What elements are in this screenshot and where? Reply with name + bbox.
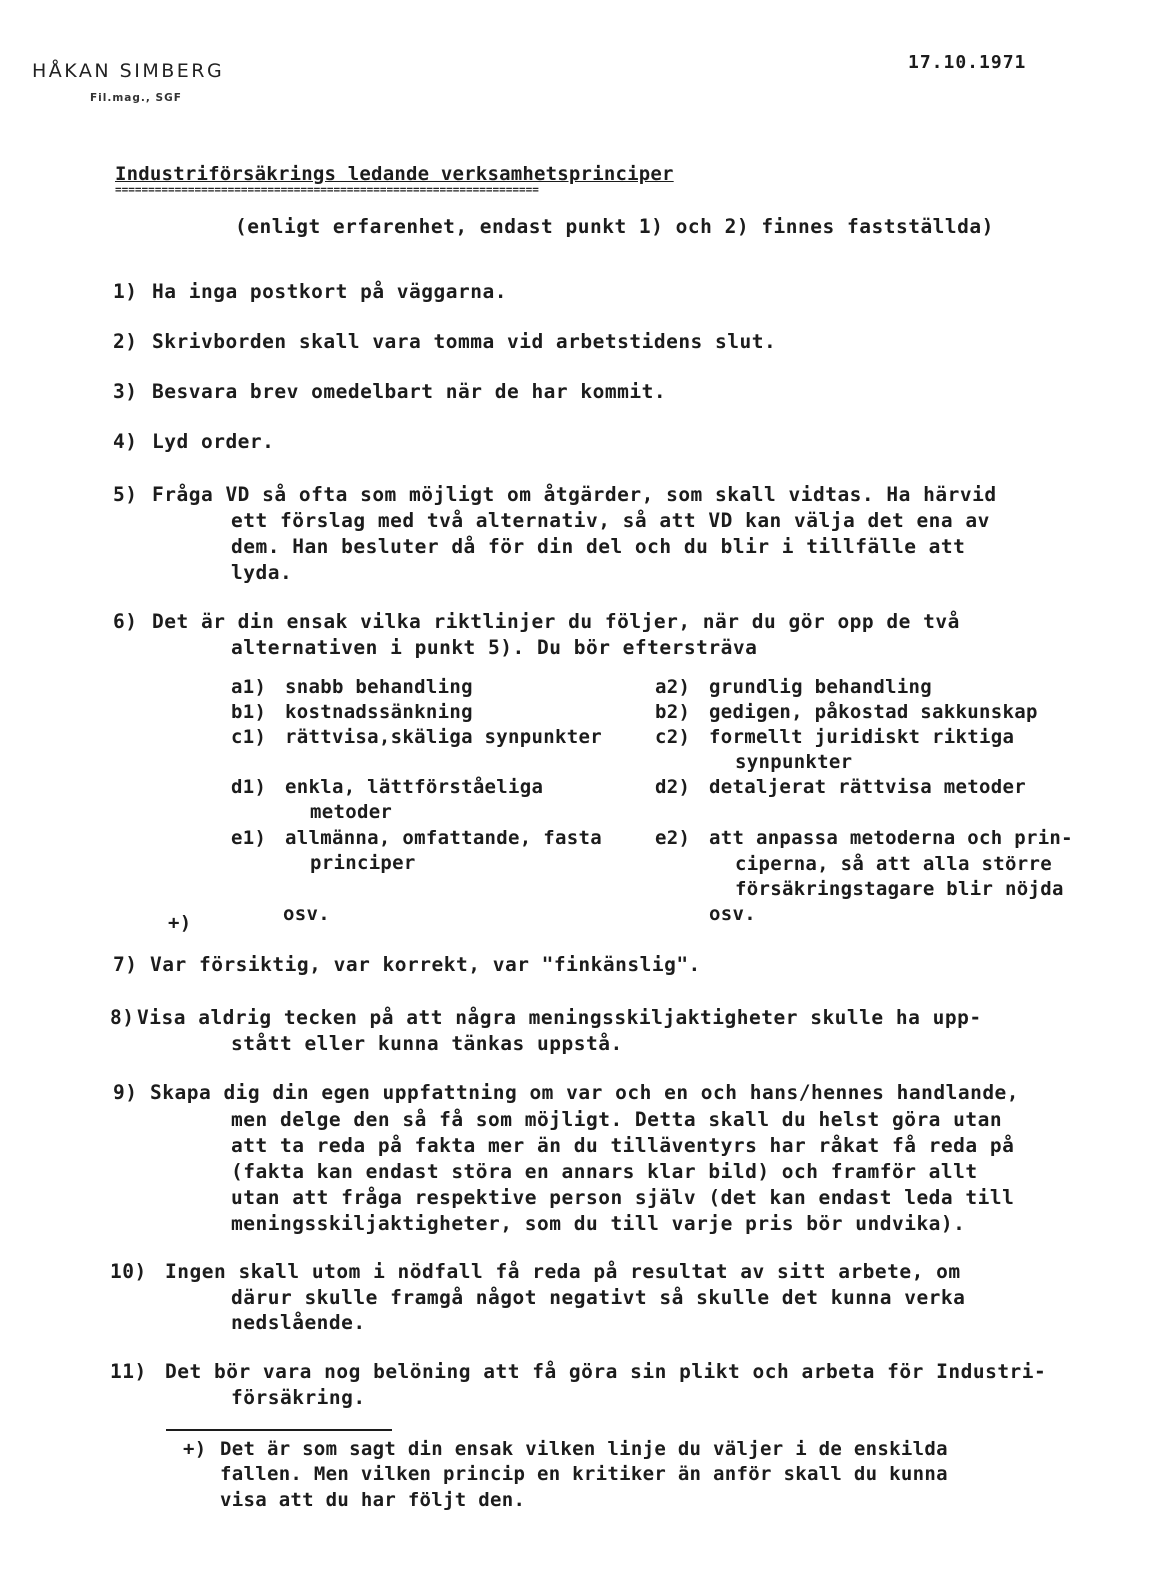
alt-text: grundlig behandling (709, 676, 933, 698)
item-number: 1) (113, 280, 138, 303)
alt-label: c1) (231, 726, 267, 748)
alt-text: formellt juridiskt riktiga (709, 726, 1015, 748)
item-text: ett förslag med två alternativ, så att VD kan välja det ena av (231, 509, 990, 532)
item-text: Visa aldrig tecken på att några meningsskiljaktigheter skulle ha upp- (137, 1006, 982, 1029)
item-text: Ha inga postkort på väggarna. (152, 280, 507, 303)
alt-label: e2) (655, 827, 691, 849)
item-text: meningsskiljaktigheter, som du till varje pris bör undvika). (231, 1212, 966, 1235)
footnote-separator (166, 1429, 392, 1431)
footnote-marker: +) (183, 1438, 207, 1460)
item-text: därur skulle framgå något negativt så skulle det kunna verka (231, 1286, 966, 1309)
alt-label: b1) (231, 701, 267, 723)
document-title: Industriförsäkrings ledande verksamhetsprinciper (115, 163, 674, 185)
alt-label: a2) (655, 676, 691, 698)
alt-text: allmänna, omfattande, fasta (285, 827, 602, 849)
footnote-text: visa att du har följt den. (220, 1489, 526, 1511)
author-credentials: Fil.mag., SGF (90, 92, 182, 104)
item-text: men delge den så få som möjligt. Detta skall du helst göra utan (231, 1108, 1003, 1131)
item-number: 2) (113, 330, 138, 353)
alt-label: c2) (655, 726, 691, 748)
alt-text: att anpassa metoderna och prin- (709, 827, 1073, 849)
item-number: 10) (110, 1260, 147, 1283)
footnote-marker: +) (168, 912, 192, 934)
item-number: 3) (113, 380, 138, 403)
letter-date: 17.10.1971 (908, 52, 1027, 73)
alt-text: snabb behandling (285, 676, 473, 698)
alt-text: gedigen, påkostad sakkunskap (709, 701, 1038, 723)
item-text: (fakta kan endast störa en annars klar bild) och framför allt (231, 1160, 978, 1183)
alt-osv: osv. (709, 903, 756, 925)
item-text: Det är din ensak vilka riktlinjer du följer, när du gör opp de två (152, 610, 960, 633)
item-text: försäkring. (231, 1386, 366, 1409)
alt-text: synpunkter (735, 751, 853, 773)
item-number: 11) (110, 1360, 147, 1383)
alt-text: försäkringstagare blir nöjda (735, 878, 1064, 900)
alt-label: d2) (655, 776, 691, 798)
item-text: alternativen i punkt 5). Du bör eftersträva (231, 636, 758, 659)
item-text: Lyd order. (152, 430, 275, 453)
item-number: 5) (113, 483, 138, 506)
item-text: stått eller kunna tänkas uppstå. (231, 1032, 623, 1055)
item-text: att ta reda på fakta mer än du tilläventyrs har råkat få reda på (231, 1134, 1015, 1157)
item-text: Ingen skall utom i nödfall få reda på resultat av sitt arbete, om (165, 1260, 961, 1283)
item-text: nedslående. (231, 1311, 366, 1334)
footnote-text: Det är som sagt din ensak vilken linje du väljer i de enskilda (220, 1438, 948, 1460)
alt-label: d1) (231, 776, 267, 798)
item-number: 8) (110, 1006, 135, 1029)
alt-text: ciperna, så att alla större (735, 853, 1052, 875)
item-text: Besvara brev omedelbart när de har kommit. (152, 380, 667, 403)
alt-osv: osv. (283, 903, 330, 925)
footnote-text: fallen. Men vilken princip en kritiker än anför skall du kunna (220, 1463, 948, 1485)
item-number: 6) (113, 610, 138, 633)
author-name: HÅKAN SIMBERG (32, 60, 225, 82)
alt-text: detaljerat rättvisa metoder (709, 776, 1026, 798)
item-number: 4) (113, 430, 138, 453)
item-number: 9) (113, 1081, 138, 1104)
alt-label: b2) (655, 701, 691, 723)
alt-text: principer (310, 852, 416, 874)
item-text: Var försiktig, var korrekt, var "finkänslig". (150, 953, 701, 976)
alt-text: kostnadssänkning (285, 701, 473, 723)
alt-text: metoder (310, 801, 393, 823)
item-text: utan att fråga respektive person själv (det kan endast leda till (231, 1186, 1015, 1209)
document-subtitle: (enligt erfarenhet, endast punkt 1) och 2) finnes fastställda) (235, 215, 994, 238)
alt-text: enkla, lättförståeliga (285, 776, 544, 798)
item-text: dem. Han besluter då för din del och du blir i tillfälle att (231, 535, 966, 558)
alt-label: a1) (231, 676, 267, 698)
item-text: Skrivborden skall vara tomma vid arbetstidens slut. (152, 330, 777, 353)
alt-label: e1) (231, 827, 267, 849)
item-text: Det bör vara nog belöning att få göra sin plikt och arbeta för Industri- (165, 1360, 1047, 1383)
alt-text: rättvisa,skäliga synpunkter (285, 726, 602, 748)
item-number: 7) (113, 953, 138, 976)
item-text: Fråga VD så ofta som möjligt om åtgärder, som skall vidtas. Ha härvid (152, 483, 997, 506)
item-text: Skapa dig din egen uppfattning om var och en och hans/hennes handlande, (150, 1081, 1020, 1104)
title-double-rule: ================================================================ (115, 183, 539, 196)
item-text: lyda. (231, 561, 293, 584)
